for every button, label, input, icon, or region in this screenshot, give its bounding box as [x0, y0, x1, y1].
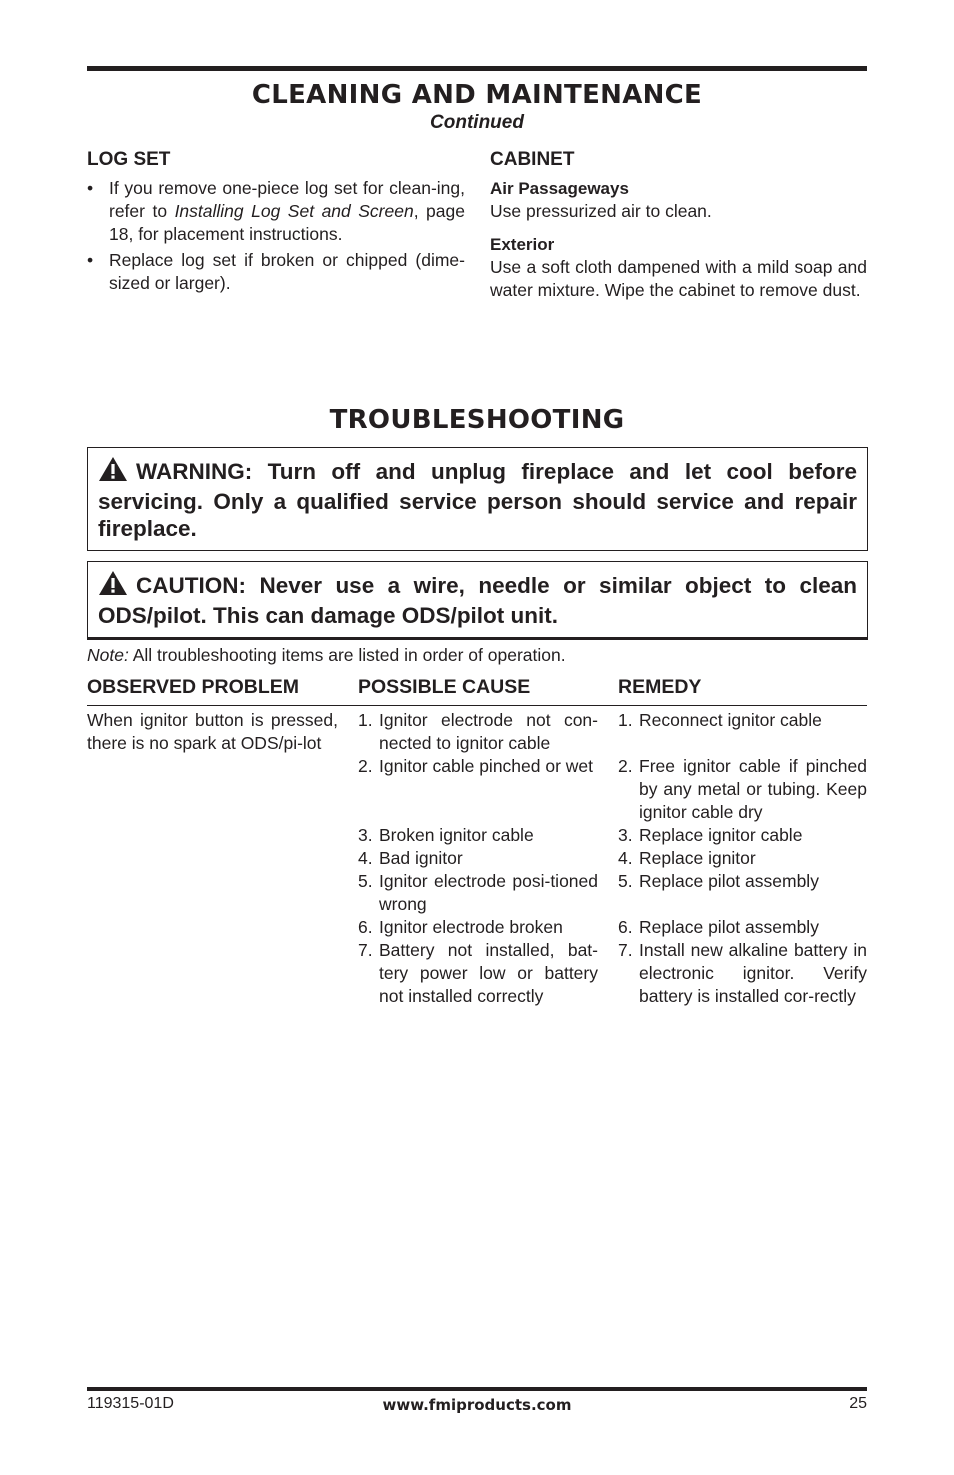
- table-row: [358, 870, 598, 916]
- bottom-rule: [87, 1387, 867, 1391]
- section-title-troubleshooting: TROUBLESHOOTING: [329, 405, 625, 435]
- cause-text: Ignitor electrode posi-tioned wrong: [379, 871, 598, 914]
- cabinet-column: [490, 148, 867, 302]
- item-number: 7.: [618, 940, 633, 960]
- table-row: [358, 939, 598, 1008]
- section-title-cleaning: CLEANING AND MAINTENANCE: [251, 80, 703, 110]
- cause-text: Ignitor electrode broken: [379, 917, 563, 937]
- item-number: 1.: [358, 710, 373, 730]
- item-number: 6.: [618, 917, 633, 937]
- item-number: 1.: [618, 710, 633, 730]
- doc-number: 119315-01D: [87, 1395, 174, 1412]
- column-header-problem: OBSERVED PROBLEM: [87, 676, 300, 698]
- website-link[interactable]: www.fmiproducts.com: [382, 1396, 572, 1414]
- log-set-column: [87, 148, 465, 298]
- note-label: Note:: [87, 645, 129, 665]
- remedy-text: Free ignitor cable if pinched by any metal or tubing. Keep ignitor cable dry: [639, 756, 867, 822]
- cause-text: Ignitor electrode not con-nected to ignitor cable: [379, 710, 598, 753]
- remedy-text: Replace ignitor: [639, 848, 756, 868]
- remedy-text: Install new alkaline battery in electronic ignitor. Verify battery is installed cor-rectly: [639, 940, 867, 1006]
- table-row: [618, 709, 867, 755]
- cabinet-heading: CABINET: [490, 149, 575, 170]
- warning-box: [87, 447, 868, 551]
- item-number: 2.: [618, 756, 633, 776]
- item-number: 3.: [358, 825, 373, 845]
- table-row: [618, 916, 867, 939]
- log-set-list: [87, 177, 465, 295]
- remedy-text: Replace ignitor cable: [639, 825, 803, 845]
- cause-column: [358, 709, 598, 1008]
- table-row: [618, 824, 867, 847]
- table-row: [618, 939, 867, 1008]
- table-row: [358, 709, 598, 755]
- note: [87, 645, 566, 666]
- note-text: All troubleshooting items are listed in order of operation.: [128, 645, 566, 665]
- warning-triangle-icon: [98, 570, 128, 602]
- item-number: 4.: [618, 848, 633, 868]
- item-number: 2.: [358, 756, 373, 776]
- table-row: [358, 824, 598, 847]
- item-number: 3.: [618, 825, 633, 845]
- cause-text: Broken ignitor cable: [379, 825, 534, 845]
- table-row: [618, 870, 867, 916]
- exterior-heading: Exterior: [490, 235, 555, 254]
- remedy-text: Replace pilot assembly: [639, 917, 819, 937]
- remedy-column: [618, 709, 867, 1008]
- bullet-text: If you remove one-piece log set for clean-ing, refer to: [109, 178, 465, 221]
- remedy-text: Reconnect ignitor cable: [639, 710, 822, 730]
- exterior-text: Use a soft cloth dampened with a mild soap and water mixture. Wipe the cabinet to remove dust.: [490, 257, 867, 300]
- table-row: [358, 847, 598, 870]
- log-set-heading: LOG SET: [87, 149, 171, 170]
- item-number: 4.: [358, 848, 373, 868]
- list-item: [87, 177, 465, 246]
- item-number: 6.: [358, 917, 373, 937]
- caution-text: CAUTION: Never use a wire, needle or similar object to clean ODS/pilot. This can damage ODS/pilot unit.: [98, 573, 857, 628]
- problem-cell: When ignitor button is pressed, there is no spark at ODS/pi-lot: [87, 710, 338, 753]
- caution-box: [87, 561, 868, 638]
- item-number: 5.: [618, 871, 633, 891]
- cause-text: Bad ignitor: [379, 848, 463, 868]
- item-number: 7.: [358, 940, 373, 960]
- table-row: [358, 755, 598, 824]
- list-item: [87, 249, 465, 295]
- warning-text: WARNING: Turn off and unplug fireplace and let cool before servicing. Only a qualified service person should service and repair fireplace.: [98, 459, 857, 541]
- table-header-rule: [87, 705, 867, 706]
- top-rule: [87, 66, 867, 71]
- air-passageways-heading: Air Passageways: [490, 179, 629, 198]
- bullet-text: Replace log set if broken or chipped (dime-sized or larger).: [109, 250, 465, 293]
- table-row: [618, 755, 867, 824]
- page-number: 25: [849, 1395, 867, 1412]
- column-header-cause: POSSIBLE CAUSE: [358, 676, 531, 698]
- air-passageways-text: Use pressurized air to clean.: [490, 201, 712, 221]
- section-subtitle: Continued: [430, 112, 524, 133]
- cause-text: Ignitor cable pinched or wet: [379, 756, 594, 776]
- table-row: [618, 847, 867, 870]
- warning-triangle-icon: [98, 456, 128, 488]
- item-number: 5.: [358, 871, 373, 891]
- manual-reference: Installing Log Set and Screen: [174, 201, 414, 221]
- table-row: [358, 916, 598, 939]
- column-header-remedy: REMEDY: [618, 676, 702, 698]
- remedy-text: Replace pilot assembly: [639, 871, 819, 891]
- bullet-text: , page 18, for placement instructions.: [109, 201, 465, 244]
- cause-text: Battery not installed, bat-tery power low or battery not installed correctly: [379, 940, 598, 1006]
